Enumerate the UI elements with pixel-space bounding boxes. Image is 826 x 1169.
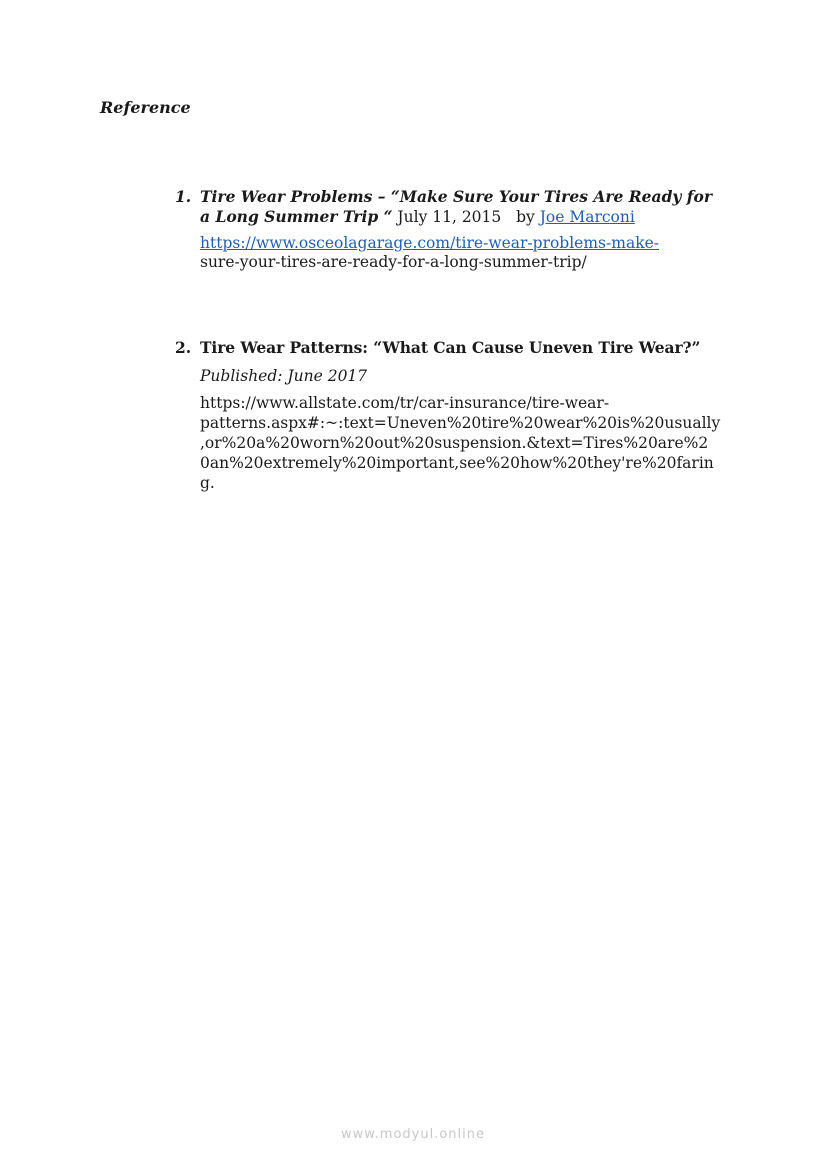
reference-title bbox=[200, 187, 730, 227]
reference-url-continuation: sure-your-tires-are-ready-for-a-long-summer-trip/ bbox=[200, 253, 587, 271]
reference-title-part-1: Tire Wear Problems – “Make Sure Your Tires Are Ready for bbox=[200, 187, 712, 206]
reference-by-label: by bbox=[516, 208, 535, 226]
reference-date: July 11, 2015 bbox=[392, 208, 502, 226]
reference-item-1 bbox=[175, 187, 730, 272]
reference-number: 2. bbox=[175, 338, 192, 357]
reference-title-text: Tire Wear Patterns: “What Can Cause Uneven Tire Wear?” bbox=[200, 338, 701, 357]
reference-published-date: Published: June 2017 bbox=[200, 367, 368, 385]
watermark: www.modyul.online bbox=[340, 1127, 486, 1142]
reference-number: 1. bbox=[175, 187, 192, 206]
reference-title bbox=[200, 338, 730, 358]
reference-url-line: ,or%20a%20worn%20out%20suspension.&text=Tires%20are%2 bbox=[200, 434, 709, 452]
reference-title-part-2: a Long Summer Trip “ bbox=[200, 207, 393, 226]
reference-url bbox=[200, 234, 730, 272]
reference-url-line: g. bbox=[200, 474, 215, 492]
page-heading: Reference bbox=[100, 98, 191, 117]
reference-url-line: https://www.allstate.com/tr/car-insurance/tire-wear- bbox=[200, 394, 610, 412]
author-link[interactable]: Joe Marconi bbox=[539, 208, 635, 226]
reference-url-link[interactable]: https://www.osceolagarage.com/tire-wear-problems-make- bbox=[200, 234, 659, 252]
reference-url-text bbox=[200, 393, 728, 493]
reference-url-line: patterns.aspx#:~:text=Uneven%20tire%20wear%20is%20usually bbox=[200, 414, 721, 432]
reference-url-line: 0an%20extremely%20important,see%20how%20they're%20farin bbox=[200, 454, 714, 472]
reference-item-2 bbox=[175, 338, 730, 493]
